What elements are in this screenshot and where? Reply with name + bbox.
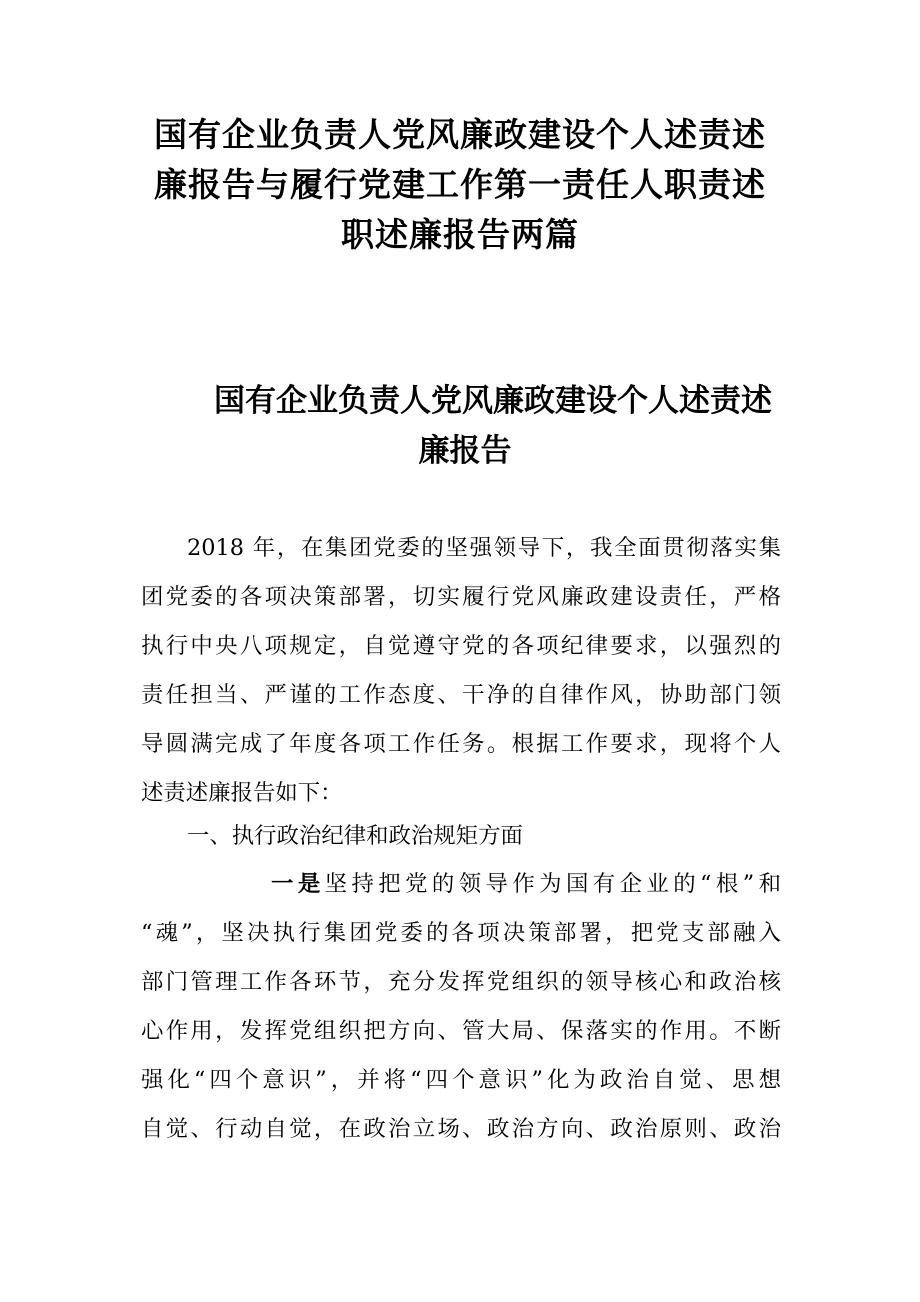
main-title-line-1: 国有企业负责人党风廉政建设个人述责述 bbox=[154, 115, 766, 154]
main-title-line-3: 职述廉报告两篇 bbox=[341, 215, 579, 254]
paragraph-line: 部门管理工作各环节，充分发挥党组织的领导核心和政治核 bbox=[141, 969, 781, 995]
paragraph-line: 述责述廉报告如下： bbox=[141, 780, 343, 806]
heading-text: 一、执行政治纪律和政治规矩方面 bbox=[187, 823, 523, 849]
paragraph-party-leadership bbox=[141, 860, 781, 1154]
paragraph-line: 团党委的各项决策部署，切实履行党风廉政建设责任，严格 bbox=[141, 584, 781, 610]
paragraph-first-line-text: 坚持把党的领导作为国有企业的“根”和 bbox=[324, 871, 781, 897]
paragraph-line: 心作用，发挥党组织把方向、管大局、保落实的作用。不断 bbox=[141, 1018, 781, 1044]
heading-political-discipline bbox=[141, 812, 781, 861]
document-main-title bbox=[140, 110, 780, 260]
paragraph-first-line bbox=[141, 860, 781, 909]
paragraph-line: 执行中央八项规定，自觉遵守党的各项纪律要求，以强烈的 bbox=[141, 633, 781, 659]
paragraph-line: “魂”，坚决执行集团党委的各项决策部署，把党支部融入 bbox=[141, 920, 781, 946]
paragraph-intro bbox=[141, 524, 781, 818]
paragraph-line: 导圆满完成了年度各项工作任务。根据工作要求，现将个人 bbox=[141, 731, 781, 757]
paragraph-lead-bold: 一是 bbox=[271, 871, 325, 897]
paragraph-line: 2018 年，在集团党委的坚强领导下，我全面贯彻落实集 bbox=[187, 535, 781, 561]
section-title-line-1: 国有企业负责人党风廉政建设个人述责述 bbox=[214, 383, 772, 419]
section-title bbox=[140, 376, 780, 476]
paragraph-line: 自觉、行动自觉，在政治立场、政治方向、政治原则、政治 bbox=[141, 1116, 781, 1142]
main-title-line-2: 廉报告与履行党建工作第一责任人职责述 bbox=[154, 165, 766, 204]
paragraph-line: 责任担当、严谨的工作态度、干净的自律作风，协助部门领 bbox=[141, 682, 781, 708]
paragraph-line: 强化“四个意识”，并将“四个意识”化为政治自觉、思想 bbox=[141, 1067, 781, 1093]
section-title-line-2: 廉报告 bbox=[418, 433, 512, 469]
